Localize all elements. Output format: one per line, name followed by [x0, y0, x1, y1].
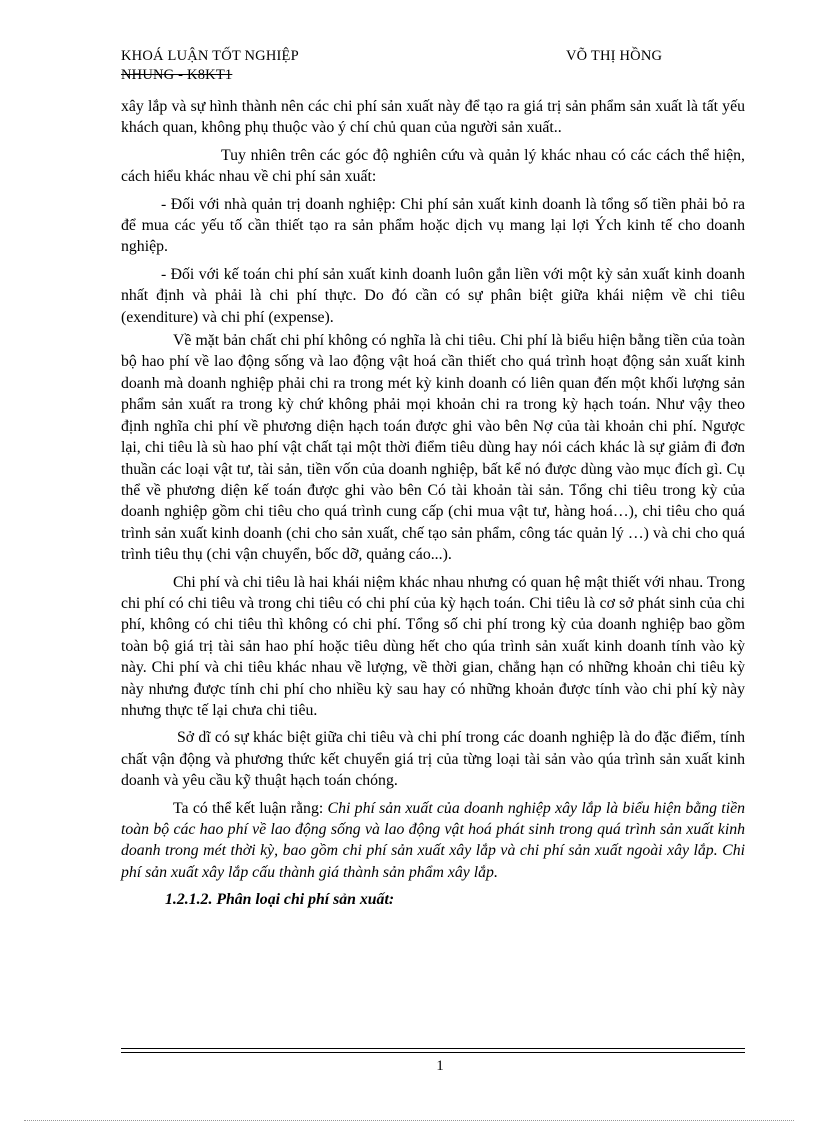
conclusion-lead: Ta có thể kết luận rằng: [173, 799, 328, 817]
page-bottom-border [24, 1120, 794, 1121]
header-author-name: VÕ THỊ HỒNG [566, 48, 663, 64]
paragraph-8 [121, 798, 745, 884]
section-subheading: 1.2.1.2. Phân loại chi phí sản xuất: [165, 891, 395, 909]
footer-rule-top [121, 1048, 745, 1049]
paragraph-6: Chi phí và chi tiêu là hai khái niệm khác nhau nhưng có quan hệ mật thiết với nhau. Trong chi phí có chi tiêu và trong chi tiêu có chi phí của kỳ hạch toán. Chi tiêu là cơ sở phát sinh của chi phí, không có chi tiêu thì không có chi phí. Tổng số chi phí trong kỳ của doanh nghiệp bao gồm toàn bộ giá trị tài sản hao phí hoặc tiêu dùng hết cho qúa trình sản xuất kinh doanh tính vào kỳ này. Chi phí và chi tiêu khác nhau về lượng, về thời gian, chẳng hạn có những khoản chi tiêu kỳ này nhưng được tính chi phí cho nhiều kỳ sau hay có những khoản được tính vào chi phí kỳ này nhưng thực tế lại chưa chi tiêu. [121, 573, 745, 719]
paragraph-4: - Đối với kế toán chi phí sản xuất kinh doanh luôn gắn liền với một kỳ sản xuất kinh doanh nhất định và phải là chi phí thực. Do đó cần có sự phân biệt giữa khái niệm về chi tiêu (exenditure) và chi phí (expense). [121, 265, 745, 326]
page-number: 1 [436, 1058, 444, 1074]
page-header [121, 48, 745, 88]
header-author-class: NHUNG - K8KT1 [121, 67, 233, 83]
paragraph-2: Tuy nhiên trên các góc độ nghiên cứu và quản lý khác nhau có các cách thể hiện, cách hiểu khác nhau về chi phí sản xuất: [121, 146, 745, 186]
paragraph-7: Sở dĩ có sự khác biệt giữa chi tiêu và chi phí trong các doanh nghiệp là do đặc điểm, tính chất vận động và phương thức kết chuyển giá trị của từng loại tài sản vào qúa trình sản xuất kinh doanh và yêu cầu kỹ thuật hạch toán chóng. [121, 729, 745, 790]
conclusion-definition: Chi phí sản xuất của doanh nghiệp xây lắp là biểu hiện bằng tiền toàn bộ các hao phí về lao động sống và lao động vật hoá phát sinh trong quá trình sản xuất kinh doanh trong mét thời kỳ, bao gồm chi phí sản xuất xây lắp và chi phí sản xuất ngoài xây lắp. Chi phí sản xuất xây lắp cấu thành giá thành sản phẩm xây lắp. [121, 799, 745, 881]
paragraph-3: - Đối với nhà quản trị doanh nghiệp: Chi phí sản xuất kinh doanh là tổng số tiền phải bỏ ra để mua các yếu tố cần thiết tạo ra sản phẩm hoặc dịch vụ mang lại lợi Ých kinh tế cho doanh nghiệp. [121, 195, 745, 256]
footer-rule-bottom [121, 1052, 745, 1053]
header-thesis-title: KHOÁ LUẬN TỐT NGHIỆP [121, 48, 299, 64]
paragraph-5: Về mặt bản chất chi phí không có nghĩa là chi tiêu. Chi phí là biểu hiện bằng tiền của toàn bộ hao phí về lao động sống và lao động vật hoá cần thiết cho quá trình hoạt động sản xuất kinh doanh mà doanh nghiệp phải chi ra trong mét kỳ kinh doanh có liên quan đến một khối lượng sản phẩm sản xuất ra trong kỳ chứ không phải mọi khoản chi ra trong kỳ hạch toán. Như vậy theo định nghĩa chi phí về phương diện hạch toán được ghi vào bên Nợ của tài khoản chi phí. Ngược lại, chi tiêu là sù hao phí vật chất tại một thời điểm tiêu dùng hay nói cách khác là sự giảm đi đơn thuần các loại vật tư, tài sản, tiền vốn của doanh nghiệp, bất kể nó được dùng vào mục đích gì. Cụ thể về phương diện kế toán được ghi vào bên Có tài khoản tài sản. Tổng chi tiêu trong kỳ của doanh nghiệp gồm chi tiêu cho quá trình cung cấp (chi mua vật tư, hàng hoá…), chi tiêu cho quá trình sản xuất kinh doanh (chi cho sản xuất, chế tạo sản phẩm, công tác quản lý …) và chi cho quá trình tiêu thụ (chi vận chuyển, bốc dỡ, quảng cáo...). [121, 332, 745, 564]
paragraph-1: xây lắp và sự hình thành nên các chi phí sản xuất này để tạo ra giá trị sản phẩm sản xuất là tất yếu khách quan, không phụ thuộc vào ý chí chủ quan của người sản xuất.. [121, 98, 745, 137]
document-body [121, 96, 745, 917]
